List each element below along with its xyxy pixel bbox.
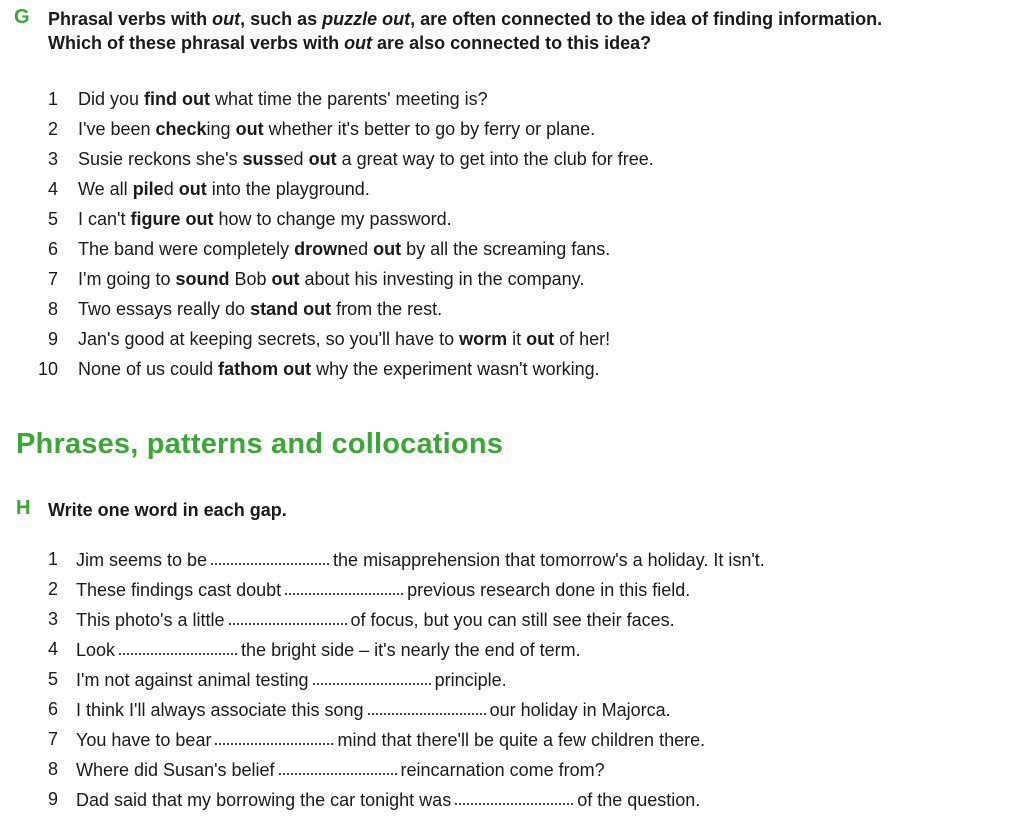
item-text: This photo's a little of focus, but you can still see their faces. xyxy=(76,604,675,635)
answer-gap[interactable] xyxy=(313,663,431,685)
item-number: 7 xyxy=(47,729,58,749)
item-number: 4 xyxy=(47,179,58,199)
section-g-instruction xyxy=(48,7,882,55)
item-text: Susie reckons she's sussed out a great way to get into the club for free. xyxy=(78,149,654,169)
item-text: None of us could fathom out why the experiment wasn't working. xyxy=(78,359,600,379)
item-text: Dad said that my borrowing the car tonight was of the question. xyxy=(76,784,700,815)
item-text: I think I'll always associate this song our holiday in Majorca. xyxy=(76,694,671,725)
instruction-line-2: Which of these phrasal verbs with out are also connected to this idea? xyxy=(48,33,652,53)
item-number: 3 xyxy=(47,149,58,169)
item-text: I'm not against animal testing principle. xyxy=(76,664,507,695)
item-number: 10 xyxy=(37,359,58,379)
item-number: 8 xyxy=(47,299,58,319)
item-text: The band were completely drowned out by all the screaming fans. xyxy=(78,239,611,259)
item-text: I've been checking out whether it's better to go by ferry or plane. xyxy=(78,119,596,139)
item-number: 6 xyxy=(47,699,58,719)
answer-gap[interactable] xyxy=(279,753,397,775)
item-number: 2 xyxy=(47,579,58,599)
item-number: 6 xyxy=(47,239,58,259)
section-heading: Phrases, patterns and collocations xyxy=(16,428,504,460)
section-letter-h: H xyxy=(16,497,31,519)
item-number: 3 xyxy=(47,609,58,629)
item-number: 1 xyxy=(47,549,58,569)
item-text: These findings cast doubt previous research done in this field. xyxy=(76,574,690,605)
answer-gap[interactable] xyxy=(368,693,486,715)
item-number: 2 xyxy=(47,119,58,139)
item-text: Jim seems to be the misapprehension that tomorrow's a holiday. It isn't. xyxy=(76,544,765,575)
section-h-instruction: Write one word in each gap. xyxy=(48,500,287,520)
item-text: Two essays really do stand out from the rest. xyxy=(78,299,443,319)
item-number: 5 xyxy=(47,669,58,689)
item-text: Did you find out what time the parents' meeting is? xyxy=(78,89,488,109)
answer-gap[interactable] xyxy=(455,783,573,805)
section-letter-g: G xyxy=(14,6,30,28)
item-text: Look the bright side – it's nearly the end of term. xyxy=(76,634,581,665)
answer-gap[interactable] xyxy=(285,573,403,595)
item-number: 5 xyxy=(47,209,58,229)
answer-gap[interactable] xyxy=(215,723,333,745)
item-text: Jan's good at keeping secrets, so you'll have to worm it out of her! xyxy=(78,329,611,349)
item-number: 9 xyxy=(47,329,58,349)
item-text: I'm going to sound Bob out about his investing in the company. xyxy=(78,269,585,289)
item-number: 7 xyxy=(47,269,58,289)
item-text: I can't figure out how to change my password. xyxy=(78,209,452,229)
item-number: 1 xyxy=(47,89,58,109)
item-number: 8 xyxy=(47,759,58,779)
answer-gap[interactable] xyxy=(229,603,347,625)
item-number: 4 xyxy=(47,639,58,659)
item-text: You have to bear mind that there'll be quite a few children there. xyxy=(76,724,705,755)
item-text: We all piled out into the playground. xyxy=(78,179,370,199)
answer-gap[interactable] xyxy=(211,543,329,565)
item-number: 9 xyxy=(47,789,58,809)
answer-gap[interactable] xyxy=(119,633,237,655)
item-text: Where did Susan's belief reincarnation come from? xyxy=(76,754,605,785)
instruction-line-1: Phrasal verbs with out, such as puzzle out, are often connected to the idea of finding information. xyxy=(48,9,883,29)
